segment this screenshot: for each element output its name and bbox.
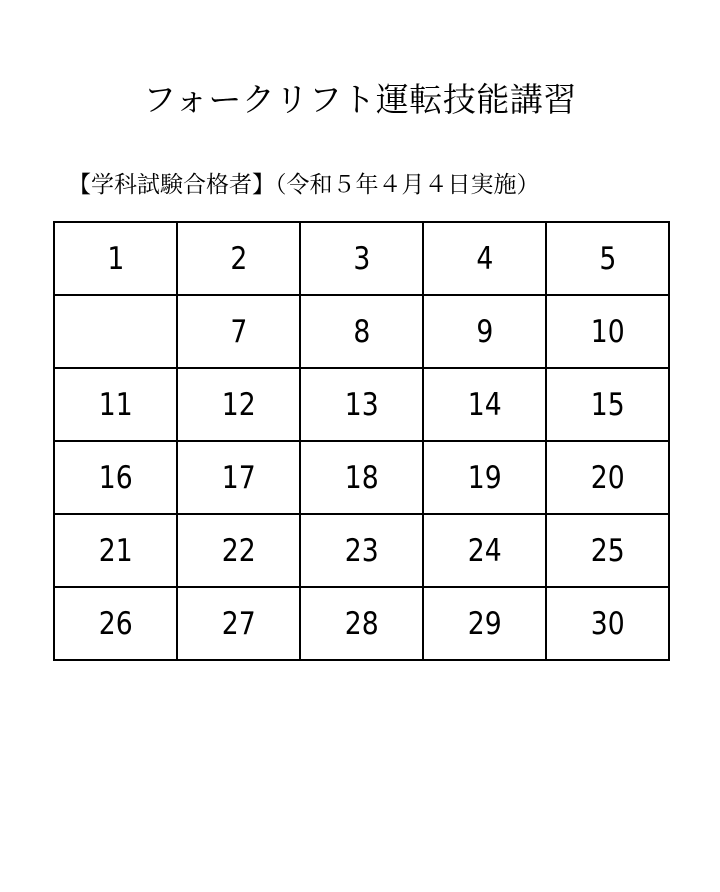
cell-number: 9 <box>476 313 493 350</box>
cell-number: 27 <box>221 605 256 642</box>
table-cell <box>423 441 546 514</box>
table-cell <box>54 441 177 514</box>
table-cell <box>54 222 177 295</box>
cell-number: 22 <box>221 532 256 569</box>
cell-number: 14 <box>467 386 502 423</box>
table-cell <box>177 368 300 441</box>
table-cell <box>54 587 177 660</box>
table-cell <box>546 514 669 587</box>
table-cell <box>423 514 546 587</box>
cell-number: 1 <box>107 240 124 277</box>
table-cell <box>423 587 546 660</box>
document-subtitle: 【学科試験合格者】（令和５年４月４日実施） <box>68 172 540 198</box>
table-cell <box>300 514 423 587</box>
table-cell <box>546 222 669 295</box>
cell-number: 8 <box>353 313 370 350</box>
table-cell <box>177 222 300 295</box>
cell-number: 29 <box>467 605 502 642</box>
cell-number: 24 <box>467 532 502 569</box>
cell-number: 7 <box>230 313 247 350</box>
table-cell <box>177 295 300 368</box>
table-cell <box>300 587 423 660</box>
table-cell <box>546 587 669 660</box>
table-cell <box>546 295 669 368</box>
table-row <box>54 222 669 295</box>
table-row <box>54 587 669 660</box>
table-cell <box>300 222 423 295</box>
table-cell <box>177 587 300 660</box>
table-row <box>54 295 669 368</box>
cell-number: 30 <box>590 605 625 642</box>
table-row <box>54 514 669 587</box>
cell-number: 3 <box>353 240 370 277</box>
cell-number: 12 <box>221 386 256 423</box>
cell-number: 10 <box>590 313 625 350</box>
table-row <box>54 441 669 514</box>
table-cell <box>300 441 423 514</box>
table-row <box>54 368 669 441</box>
cell-number: 25 <box>590 532 625 569</box>
cell-number: 26 <box>98 605 133 642</box>
cell-number: 13 <box>344 386 379 423</box>
cell-number: 17 <box>221 459 256 496</box>
document-title: フォークリフト運転技能講習 <box>143 80 577 119</box>
cell-number: 21 <box>98 532 133 569</box>
cell-number: 2 <box>230 240 247 277</box>
table-cell <box>546 368 669 441</box>
table-cell <box>423 222 546 295</box>
cell-number: 16 <box>98 459 133 496</box>
cell-number: 15 <box>590 386 625 423</box>
cell-number: 28 <box>344 605 379 642</box>
cell-number: 11 <box>98 386 133 423</box>
cell-number: 5 <box>599 240 616 277</box>
cell-number: 20 <box>590 459 625 496</box>
cell-number: 19 <box>467 459 502 496</box>
cell-number: 4 <box>476 240 493 277</box>
table-cell <box>546 441 669 514</box>
table-cell <box>54 514 177 587</box>
table-cell <box>177 514 300 587</box>
cell-number: 18 <box>344 459 379 496</box>
table-cell <box>177 441 300 514</box>
table-cell <box>300 295 423 368</box>
table-cell <box>423 295 546 368</box>
table-cell <box>423 368 546 441</box>
table-cell <box>54 368 177 441</box>
passer-number-table <box>53 221 670 661</box>
table-cell-empty <box>54 295 177 368</box>
table-cell <box>300 368 423 441</box>
cell-number: 23 <box>344 532 379 569</box>
